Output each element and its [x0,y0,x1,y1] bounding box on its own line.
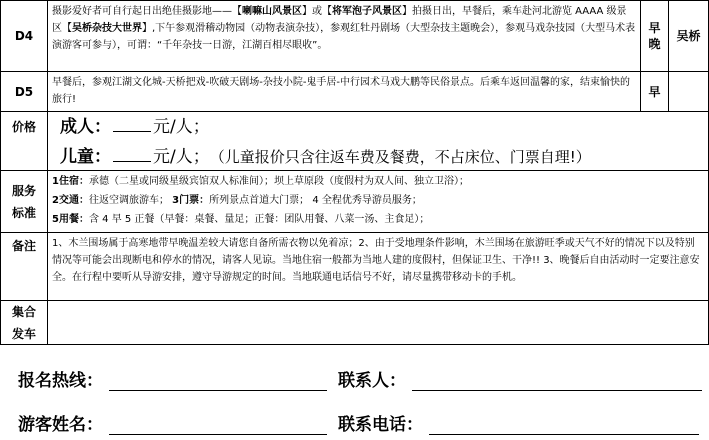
meeting-label [0,300,48,345]
d5-meal-text: 早 [648,84,661,99]
service-ticket-text: 所列景点首道大门票； [209,195,310,206]
service-transport-text: 往返空调旅游车； [88,195,169,206]
child-price-unit: 元/人； [153,147,210,167]
child-price-label: 儿童： [60,147,111,167]
d5-meal [640,71,669,112]
d4-text-d: 】,下午参观滑稽动物园（动物表演杂技），参观红牡丹剧场（大型杂技主题晚会），参观马戏杂技园（大型马术表演游客可参与），可谓：“千年杂技一日游，江湖百相尽眼收”。 [52,23,636,51]
adult-price-blank[interactable] [113,115,151,132]
d4-highlight-c: 吴桥杂技大世界 [72,23,142,34]
d4-label [0,0,48,72]
d4-description [47,0,641,72]
price-label-text: 价格 [11,120,36,134]
hotline-row [18,366,327,391]
service-meals-head: 用餐： [58,214,89,225]
d4-text-c: 】拍摄日出，早餐后，乘车赴河北游览 AAAA 级景区【 [52,6,627,34]
service-item-transport: 2交通：往返空调旅游车； 3门票：所列景点首道大门票； 4 全程优秀导游员服务； [52,195,422,206]
child-price-blank[interactable] [113,145,151,162]
service-item-meals: 5用餐：含 4 早 5 正餐（早餐：桌餐、量足；正餐：团队用餐、八菜一汤、主食足）； [52,214,430,225]
service-label [0,170,48,233]
guest-name-field[interactable] [109,416,327,435]
d4-highlight-a: 喇嘛山风景区 [242,6,302,17]
d5-label [0,71,48,112]
notes-text: 1、木兰围场属于高寒地带早晚温差较大请您自备所需衣物以免着凉；2、由于受地理条件影响，木兰围场在旅游旺季或天气不好的情况下以及特别情况等可能会出现断电和停水的情况，请客人见谅。当地住宿一般都为当地人建的度假村，但保证卫生、干净!! 3、晚餐后自由活动时一定要注意安全。在行程中要听从导游安排，遵守导游规定的时间。当地联通电话信号不好，请尽量携带移动卡的手机。 [52,238,700,283]
service-lodging-head: 住宿： [58,176,89,187]
contact-field[interactable] [412,372,702,391]
notes-label-text: 备注 [11,239,36,253]
d4-text-a: 摄影爱好者可自行起日出绝佳摄影地——【 [52,6,242,17]
service-meals-text: 含 4 早 5 正餐（早餐：桌餐、量足；正餐：团队用餐、八菜一汤、主食足）； [88,214,430,225]
d5-text: 早餐后，参观江湖文化城-天桥把戏-吹破天剧场-杂技小院-鬼手居-中行园术马戏大鹏等民俗景点。后乘车返回温馨的家，结束愉快的旅行! [52,77,631,105]
notes-label [0,232,48,301]
child-price-line [60,142,696,171]
hotline-field[interactable] [109,372,327,391]
service-ticket-head: 门票： [179,195,210,206]
d4-meal-text: 早晚 [648,21,661,51]
service-item-lodging: 1住宿：承德（二星或同级星级宾馆双人标准间）；坝上草原段（度假村为双人间、独立卫浴）； [52,176,469,187]
price-label [0,111,48,171]
d5-hotel [668,71,709,112]
phone-field[interactable] [429,416,699,435]
service-guide-text: 4 全程优秀导游员服务； [312,195,422,206]
d4-hotel [668,0,709,72]
service-transport-head: 交通： [58,195,89,206]
service-label-text: 服务标准 [11,183,36,220]
meeting-cell[interactable] [47,300,709,345]
d4-highlight-b: 将军泡子风景区 [332,6,402,17]
meeting-label-text: 集合发车 [11,304,36,341]
adult-price-line [60,112,696,142]
signup-footer [0,350,709,440]
phone-label: 联系电话： [338,415,423,435]
adult-price-unit: 元/人； [153,117,210,137]
d4-text-b: 】或【 [302,6,332,17]
guest-name-label: 游客姓名： [18,415,103,435]
hotline-label: 报名热线： [18,371,103,391]
notes-cell [47,232,709,301]
d5-label-text: D5 [14,84,34,99]
d4-meal [640,0,669,72]
d4-hotel-text: 吴桥 [676,29,701,43]
guest-row [18,410,327,435]
service-cell [47,170,709,233]
child-price-note: （儿童报价只含往返车费及餐费，不占床位、门票自理!） [209,148,591,166]
service-lodging-text: 承德（二星或同级星级宾馆双人标准间）；坝上草原段（度假村为双人间、独立卫浴）； [88,176,469,187]
contact-row [338,366,702,391]
contact-label: 联系人： [338,371,406,391]
d5-description [47,71,641,112]
d4-label-text: D4 [14,29,34,43]
phone-row [338,410,699,435]
price-cell [47,111,709,171]
adult-price-label: 成人： [60,117,111,137]
